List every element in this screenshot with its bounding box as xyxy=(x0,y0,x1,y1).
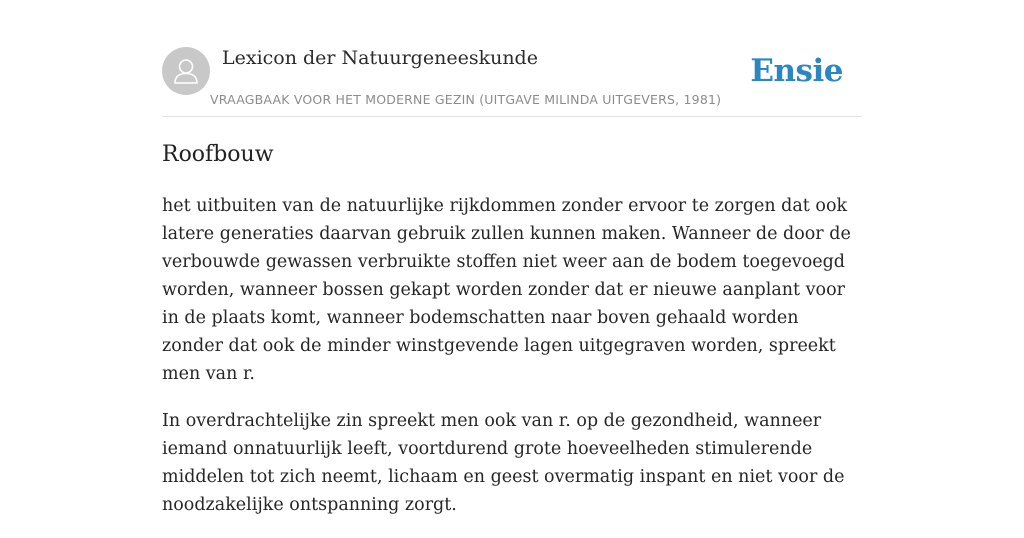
avatar[interactable] xyxy=(162,47,210,95)
entry-body xyxy=(162,192,862,538)
user-icon xyxy=(162,47,210,95)
book-title[interactable]: Lexicon der Natuurgeneeskunde xyxy=(222,47,538,69)
brand-logo[interactable]: Ensie xyxy=(750,53,843,89)
entry-paragraph: het uitbuiten van de natuurlijke rijkdommen zonder ervoor te zorgen dat ook latere generaties daarvan gebruik zullen kunnen maken. Wanneer de door de verbouwde gewassen verbruikte stoffen niet weer aan de bodem toegevoegd worden, wanneer bossen gekapt worden zonder dat er nieuwe aanplant voor in de plaats komt, wanneer bodemschatten naar boven gehaald worden zonder dat ook de minder winstgevende lagen uitgegraven worden, spreekt men van r. xyxy=(162,196,851,384)
entry-title: Roofbouw xyxy=(162,142,274,167)
page xyxy=(162,0,862,515)
entry-paragraph: In overdrachtelijke zin spreekt men ook van r. op de gezondheid, wanneer iemand onnatuurlijk leeft, voortdurend grote hoeveelheden stimulerende middelen tot zich neemt, lichaam en geest overmatig inspant en niet voor de noodzakelijke ontspanning zorgt. xyxy=(162,411,845,515)
book-subtitle: VRAAGBAAK VOOR HET MODERNE GEZIN (UITGAVE MILINDA UITGEVERS, 1981) xyxy=(210,92,722,107)
book-header xyxy=(162,46,862,117)
